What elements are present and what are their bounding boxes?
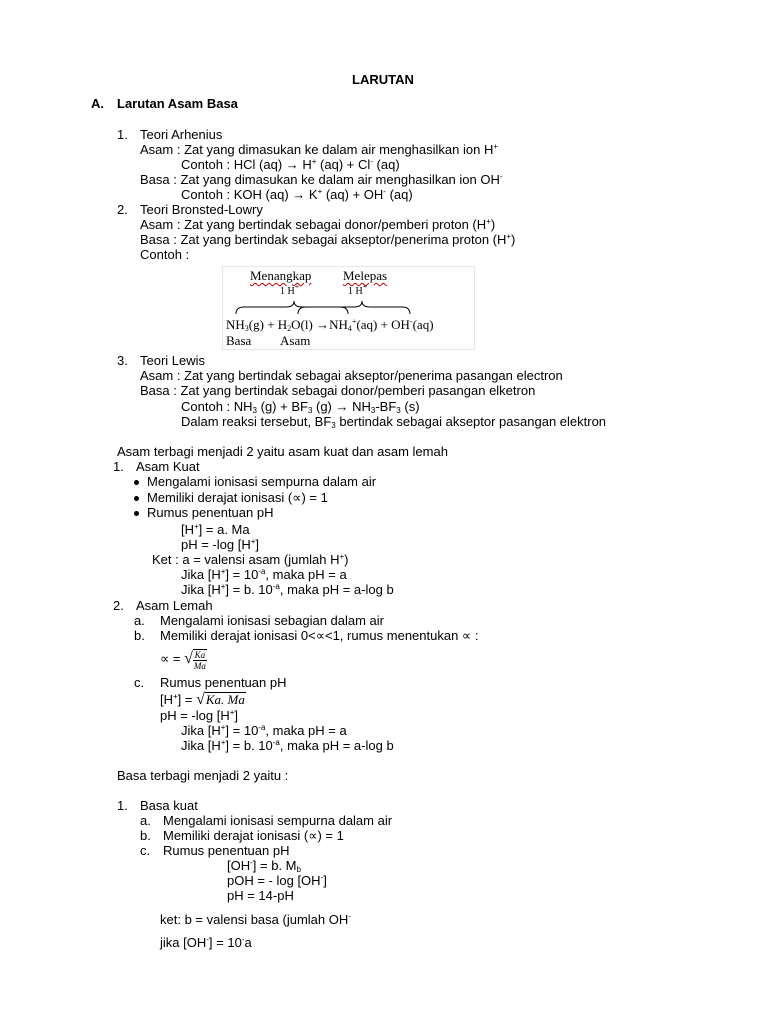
asam-lemah-h-formula: [H+] = √Ka. Ma	[160, 691, 245, 708]
arrhenius-asam-def: Asam : Zat yang dimasukan ke dalam air menghasilkan ion H+	[140, 142, 499, 157]
bronsted-heading: Teori Bronsted-Lowry	[140, 202, 263, 217]
basa-kuat-formula-2: pOH = - log [OH-]	[227, 873, 327, 888]
menangkap-label: Menangkap	[250, 268, 312, 283]
bullet-dot	[134, 480, 139, 485]
lewis-example: Contoh : $NH_3$ $(g) + BF_3$ $(g) \to NH_3-BF_3$ (s)	[181, 399, 420, 415]
asam-lemah-a-text: Mengalami ionisasi sebagian dalam air	[160, 613, 385, 628]
section-heading: Larutan Asam Basa	[117, 96, 238, 111]
asam-lemah-c-text: Rumus penentuan pH	[160, 675, 287, 690]
proton-left: 1 H+	[280, 282, 300, 297]
asam-lemah-jika-2: Jika [H+] = b. $10^{-a}$, maka pH = a-log b	[181, 738, 394, 753]
basa-kuat-formula-1: [OH-] = b. $M_b$	[227, 858, 301, 874]
bronsted-basa-def: Basa : Zat yang bertindak sebagai akseptor/penerima proton (H+)	[140, 232, 516, 247]
basa-kuat-a-text: Mengalami ionisasi sempurna dalam air	[163, 813, 393, 828]
asam-kuat-formula-1: [H+] = a. Ma	[181, 522, 250, 537]
lewis-note: Dalam reaksi tersebut, $BF_3$ bertindak sebagai akseptor pasangan elektron	[181, 414, 607, 430]
asam-lemah-jika-1: Jika $[H^+] = 10^{-a}$, maka pH = a	[181, 723, 347, 738]
melepas-label: Melepas	[343, 268, 388, 283]
basa-kuat-heading: Basa kuat	[140, 798, 198, 813]
basa-kuat-b-text: Memiliki derajat ionisasi (∝) = 1	[163, 828, 344, 843]
arrhenius-heading: Teori Arhenius	[140, 127, 223, 142]
basa-kuat-jika: jika [OH-] = 10-a	[160, 935, 252, 950]
asam-kuat-heading: Asam Kuat	[136, 459, 200, 474]
basa-kuat-ket: ket: b = valensi basa (jumlah OH-	[160, 912, 351, 927]
item-number: 1.	[113, 459, 124, 474]
basa-kuat-formula-3: pH = 14-pH	[227, 888, 294, 903]
item-number: 1.	[117, 127, 128, 142]
basa-kuat-b: b.	[140, 828, 151, 843]
sqrt-icon: √	[196, 691, 205, 708]
asam-lemah-b-text: Memiliki derajat ionisasi 0<∝<1, rumus menentukan ∝ :	[160, 628, 479, 643]
asam-kuat-jika-1: Jika $[H^+] = 10^{-a}$, maka pH = a	[181, 567, 347, 582]
asam-lemah-ph: pH = -log [H+]	[160, 708, 239, 723]
bronsted-asam-def: Asam : Zat yang bertindak sebagai donor/pemberi proton (H+)	[140, 217, 496, 232]
asam-kuat-bullet-1: Mengalami ionisasi sempurna dalam air	[134, 474, 376, 489]
item-number: 2.	[113, 598, 124, 613]
asam-kuat-ket: Ket : a = valensi asam (jumlah H+)	[152, 552, 349, 567]
asam-kuat-bullet-2: Memiliki derajat ionisasi (∝) = 1	[134, 490, 328, 505]
page-title: LARUTAN	[352, 72, 414, 87]
bullet-dot	[134, 496, 139, 501]
asam-lemah-heading: Asam Lemah	[136, 598, 213, 613]
asam-kuat-bullet-3: Rumus penentuan pH	[134, 505, 273, 520]
sqrt-icon: √	[184, 650, 193, 667]
asam-lemah-b: b.	[134, 628, 145, 643]
lewis-basa-def: Basa : Zat yang bertindak sebagai donor/pemberi pasangan elketron	[140, 383, 536, 398]
asam-kuat-formula-2: pH = -log [H+]	[181, 537, 260, 552]
item-number: 3.	[117, 353, 128, 368]
reaction-equation: $NH_3(g) + H_2O(l) \to NH_4^+(aq) + OH^-(aq)$	[226, 317, 434, 333]
alpha-formula: ∝ = √ $\frac{Ka}{Ma}$	[160, 649, 206, 671]
asam-lemah-a: a.	[134, 613, 145, 628]
arrhenius-basa-def: Basa : Zat yang dimasukan ke dalam air menghasilkan ion OH-	[140, 172, 503, 187]
basa-kuat-a: a.	[140, 813, 151, 828]
basa-split: Basa terbagi menjadi 2 yaitu :	[117, 768, 289, 783]
asam-label: Asam	[280, 333, 311, 348]
bronsted-contoh: Contoh :	[140, 247, 190, 262]
reaction-figure	[222, 266, 475, 350]
bullet-dot	[134, 511, 139, 516]
lewis-heading: Teori Lewis	[140, 353, 206, 368]
section-letter: A.	[91, 96, 104, 111]
proton-right: 1 H+	[348, 282, 368, 297]
arrhenius-basa-example: Contoh : KOH (aq) → K+ (aq) + OH- (aq)	[181, 187, 413, 202]
basa-kuat-c-text: Rumus penentuan pH	[163, 843, 290, 858]
lewis-asam-def: Asam : Zat yang bertindak sebagai akseptor/penerima pasangan electron	[140, 368, 563, 383]
arrhenius-asam-example: Contoh : HCl (aq) → H+ (aq) + Cl- (aq)	[181, 157, 400, 172]
asam-lemah-c: c.	[134, 675, 145, 690]
asam-kuat-jika-2: Jika [H+] = b. $10^{-a}$, maka pH = a-log b	[181, 582, 394, 597]
basa-label: Basa	[226, 333, 252, 348]
item-number: 2.	[117, 202, 128, 217]
item-number: 1.	[117, 798, 128, 813]
basa-kuat-c: c.	[140, 843, 151, 858]
ka-ma-fraction: $\frac{Ka}{Ma}$	[193, 649, 206, 671]
asam-split: Asam terbagi menjadi 2 yaitu asam kuat dan asam lemah	[117, 444, 448, 459]
